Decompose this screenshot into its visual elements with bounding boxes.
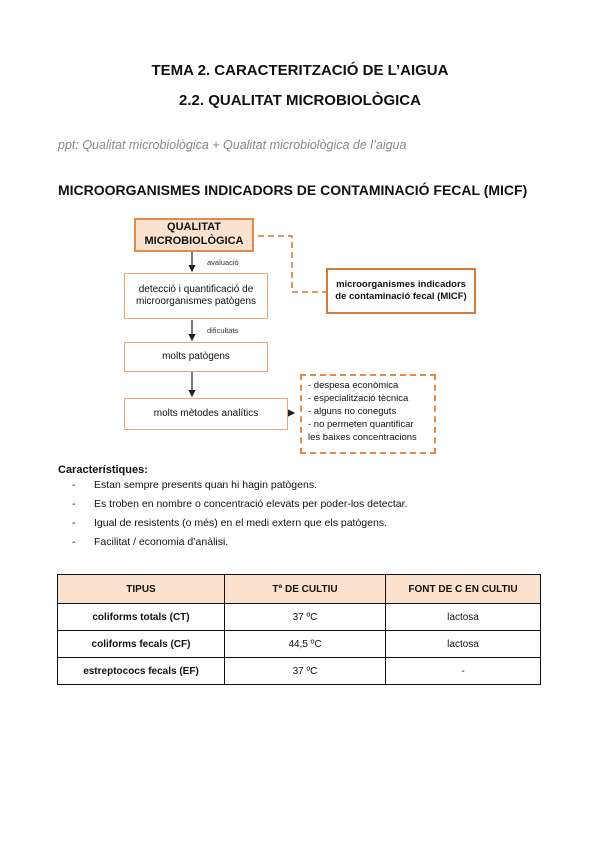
difficulty-item: - despesa econòmica <box>308 380 399 391</box>
indicators-table <box>57 574 541 685</box>
box-metodes-analitics: molts mètodes analítics <box>124 398 288 430</box>
list-item: - Estan sempre presents quan hi hagin patògens. <box>72 479 317 491</box>
difficulty-item: - alguns no coneguts <box>308 406 397 418</box>
difficulty-item: les baixes concentracions <box>308 432 417 444</box>
difficulty-item: - especialització tècnica <box>308 393 409 405</box>
box-molts-patogens: molts patògens <box>124 342 268 372</box>
cell-temperature: 37 ºC <box>225 658 386 685</box>
section-title: MICROORGANISMES INDICADORS DE CONTAMINACIÓ FECAL (MICF) <box>58 182 528 198</box>
list-item: - Es troben en nombre o concentració elevats per poder-los detectar. <box>72 498 408 510</box>
label-avaluacio: avaluació <box>207 258 239 267</box>
header-carbon-source: FONT DE C EN CULTIU <box>386 575 541 604</box>
label-dificultats: dificultats <box>207 326 239 335</box>
header-tipus: TIPUS <box>58 575 225 604</box>
cell-temperature: 44,5 ºC <box>225 631 386 658</box>
table-row <box>58 658 541 685</box>
micf-box: microorganismes indicadors de contaminació fecal (MICF) <box>326 268 476 314</box>
cell-carbon-source: lactosa <box>386 631 541 658</box>
quality-main-box: QUALITAT MICROBIOLÒGICA <box>134 218 254 252</box>
list-item: - Igual de resistents (o més) en el medi extern que els patògens. <box>72 517 387 529</box>
cell-tipus: estreptococs fecals (EF) <box>58 658 225 685</box>
box-deteccio: detecció i quantificació de microorganismes patògens <box>124 273 268 319</box>
list-item: - Facilitat / economia d’anàlisi. <box>72 536 229 548</box>
cell-carbon-source: lactosa <box>386 604 541 631</box>
cell-temperature: 37 ºC <box>225 604 386 631</box>
cell-tipus: coliforms fecals (CF) <box>58 631 225 658</box>
ppt-note: ppt: Qualitat microbiològica + Qualitat microbiològica de l’aigua <box>58 138 407 152</box>
table-row <box>58 604 541 631</box>
header-temperature: Tª DE CULTIU <box>225 575 386 604</box>
characteristics-title: Característiques: <box>58 464 148 476</box>
document-subtitle: 2.2. QUALITAT MICROBIOLÒGICA <box>179 92 421 109</box>
table-header-row <box>58 575 541 604</box>
dashed-link-to-micf <box>258 236 326 292</box>
characteristics-list <box>72 476 407 552</box>
cell-carbon-source: - <box>386 658 541 685</box>
cell-tipus: coliforms totals (CT) <box>58 604 225 631</box>
difficulty-item: - no permeten quantificar <box>308 419 414 431</box>
table-row <box>58 631 541 658</box>
difficulties-box <box>300 374 436 454</box>
document-title: TEMA 2. CARACTERITZACIÓ DE L’AIGUA <box>151 62 449 79</box>
